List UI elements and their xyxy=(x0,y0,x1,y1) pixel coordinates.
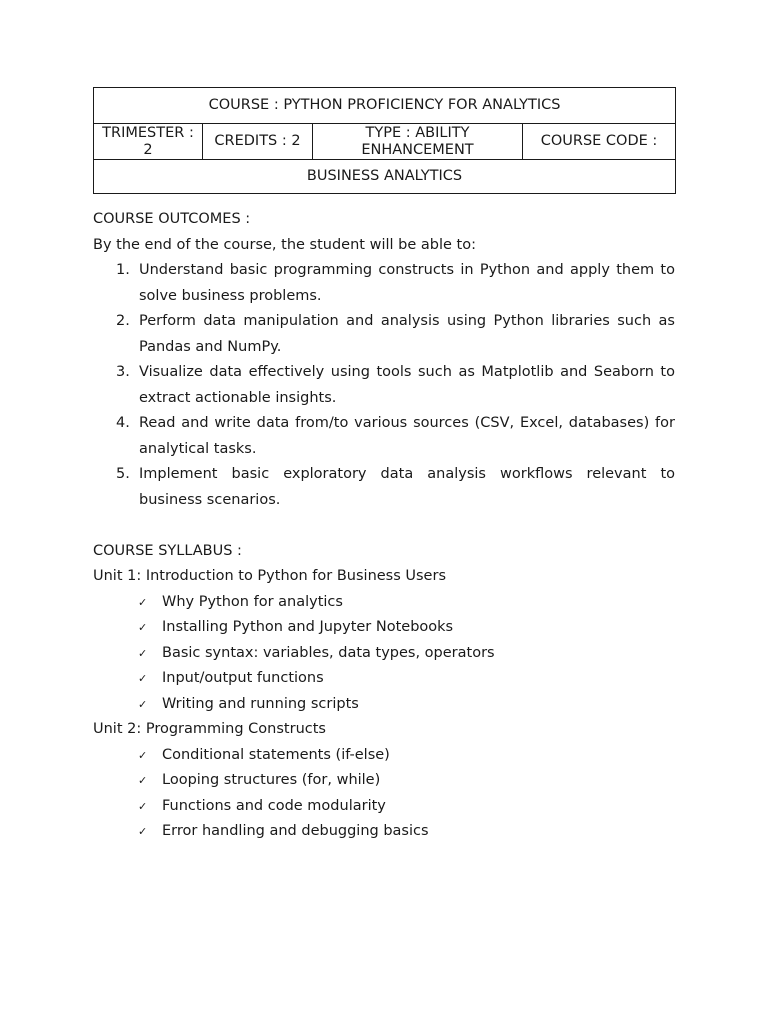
type-cell: TYPE : ABILITY ENHANCEMENT xyxy=(313,124,523,160)
check-icon: ✓ xyxy=(138,621,148,634)
topic-item xyxy=(93,768,675,794)
topic-text: Functions and code modularity xyxy=(162,797,386,814)
course-meta-row xyxy=(94,124,676,160)
outcome-item xyxy=(93,462,675,513)
outcomes-intro: By the end of the course, the student will be able to: xyxy=(93,236,476,253)
check-icon: ✓ xyxy=(138,672,148,685)
outcome-number: 3. xyxy=(116,364,130,380)
course-title-row xyxy=(94,88,676,124)
topic-item xyxy=(93,794,675,820)
topic-text: Writing and running scripts xyxy=(162,695,359,712)
check-icon: ✓ xyxy=(138,697,148,711)
outcome-item xyxy=(93,411,675,462)
topic-item xyxy=(93,692,675,718)
check-icon: ✓ xyxy=(138,646,148,660)
section-spacer xyxy=(93,513,675,539)
outcome-item xyxy=(93,309,675,360)
outcome-item xyxy=(93,258,675,309)
check-icon: ✓ xyxy=(138,825,148,838)
department-cell: BUSINESS ANALYTICS xyxy=(94,160,676,194)
topic-item xyxy=(93,743,675,769)
topic-item xyxy=(93,590,675,616)
topic-item xyxy=(93,666,675,692)
topic-item xyxy=(93,641,675,667)
check-icon: ✓ xyxy=(138,595,148,609)
department-row xyxy=(94,160,676,194)
course-title-cell: COURSE : PYTHON PROFICIENCY FOR ANALYTICS xyxy=(94,88,676,124)
unit-topics-list xyxy=(93,590,675,718)
outcome-text: Read and write data from/to various sources (CSV, Excel, databases) for analytical tasks. xyxy=(139,415,675,457)
topic-text: Why Python for analytics xyxy=(162,593,343,610)
check-icon: ✓ xyxy=(138,774,148,787)
credits-cell: CREDITS : 2 xyxy=(203,124,313,160)
course-code-cell: COURSE CODE : xyxy=(523,124,676,160)
outcome-item xyxy=(93,360,675,411)
check-icon: ✓ xyxy=(138,748,148,762)
outcome-text: Understand basic programming constructs in Python and apply them to solve business problems. xyxy=(139,262,675,304)
topic-item xyxy=(93,615,675,641)
syllabus-heading: COURSE SYLLABUS : xyxy=(93,542,242,559)
topic-item xyxy=(93,819,675,845)
unit-title: Unit 2: Programming Constructs xyxy=(93,721,326,737)
topic-text: Basic syntax: variables, data types, operators xyxy=(162,644,495,661)
trimester-cell: TRIMESTER : 2 xyxy=(94,124,203,160)
outcome-text: Visualize data effectively using tools such as Matplotlib and Seaborn to extract actionable insights. xyxy=(139,364,675,406)
document-body xyxy=(93,207,675,845)
course-info-table xyxy=(93,87,676,194)
topic-text: Error handling and debugging basics xyxy=(162,823,429,839)
unit-topics-list xyxy=(93,743,675,845)
topic-text: Installing Python and Jupyter Notebooks xyxy=(162,619,454,635)
outcome-number: 2. xyxy=(116,313,130,329)
topic-text: Looping structures (for, while) xyxy=(162,772,381,788)
check-icon: ✓ xyxy=(138,799,148,813)
topic-text: Input/output functions xyxy=(162,670,324,686)
outcome-number: 1. xyxy=(116,262,130,278)
unit-title: Unit 1: Introduction to Python for Business Users xyxy=(93,568,446,584)
outcome-number: 4. xyxy=(116,415,130,431)
topic-text: Conditional statements (if-else) xyxy=(162,746,390,763)
outcome-text: Implement basic exploratory data analysis workflows relevant to business scenarios. xyxy=(139,466,675,508)
outcome-text: Perform data manipulation and analysis using Python libraries such as Pandas and NumPy. xyxy=(139,313,675,355)
outcomes-list xyxy=(93,258,675,513)
outcomes-heading: COURSE OUTCOMES : xyxy=(93,211,251,227)
outcome-number: 5. xyxy=(116,466,130,482)
